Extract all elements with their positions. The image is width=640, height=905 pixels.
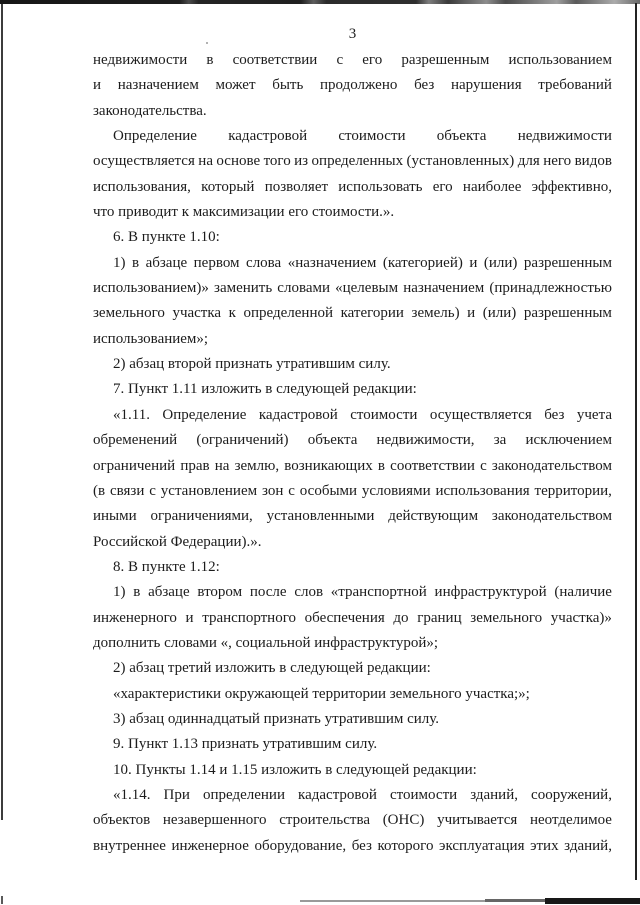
word: слов: [294, 584, 324, 601]
word: кадастровой: [228, 128, 308, 145]
text-line: 3) абзац одиннадцатый признать утратившим силу.: [113, 710, 440, 727]
paragraph: [93, 656, 612, 681]
word: действующим: [388, 508, 479, 525]
word: незавершенного: [162, 812, 267, 829]
paragraph: [93, 48, 612, 124]
scan-left-edge-artifact: [1, 4, 3, 820]
text-line: [93, 175, 612, 200]
text-line: [93, 124, 612, 149]
word: ограничениями,: [150, 508, 253, 525]
word: кадастровой: [298, 786, 377, 803]
word: после: [249, 584, 287, 601]
word: может: [215, 77, 256, 94]
word: учитывается: [437, 812, 518, 829]
word: (или): [482, 305, 517, 322]
word: земельного: [470, 609, 543, 626]
word: транспортного: [202, 609, 296, 626]
text-line: [93, 808, 612, 833]
word: сооружений,: [531, 786, 612, 803]
word: (принадлежностью: [489, 280, 612, 297]
word: в: [206, 52, 214, 68]
word: обеспечения: [304, 609, 385, 626]
word: стоимости: [338, 128, 406, 145]
word: использования,: [93, 178, 191, 195]
word: него: [543, 153, 572, 170]
text-line: [93, 834, 612, 859]
scan-top-edge-artifact: [0, 0, 640, 4]
word: к: [228, 305, 236, 322]
word: «транспортной: [330, 584, 427, 601]
word: осуществляется: [93, 153, 195, 170]
word: и: [467, 305, 476, 322]
word: внутреннее: [93, 837, 166, 854]
word: землю,: [234, 457, 280, 474]
word: нарушения: [450, 77, 522, 94]
paragraph: [93, 377, 612, 402]
text-line: использованием»;: [93, 330, 209, 347]
word: (ОНС): [382, 812, 425, 829]
word: стоимости: [350, 406, 418, 423]
word: для: [517, 153, 540, 170]
paragraph: [93, 580, 612, 656]
text-line: [93, 783, 612, 808]
paragraph: [93, 758, 612, 783]
word: втором: [197, 584, 243, 601]
word: установленными: [266, 508, 375, 525]
word: (установленных): [406, 153, 515, 170]
word: разрешенным: [401, 52, 490, 68]
word: без: [544, 406, 565, 423]
word: которого: [377, 837, 434, 854]
scan-bottom-edge-artifact: [485, 899, 545, 902]
word: «1.11.: [113, 406, 150, 423]
text-line: что приводит к максимизации его стоимости.».: [93, 204, 395, 221]
word: в: [133, 584, 141, 601]
word: использованием)»: [93, 280, 209, 297]
word: строительства: [279, 812, 370, 829]
word: объекта: [436, 128, 487, 145]
word: условиями: [361, 482, 431, 499]
word: недвижимости: [517, 128, 612, 145]
scan-left-edge-tick-artifact: [1, 896, 3, 904]
word: с: [149, 482, 156, 499]
word: категории: [340, 305, 404, 322]
word: определенных: [311, 153, 404, 170]
word: использованием: [508, 52, 612, 68]
text-line: [93, 606, 612, 631]
word: недвижимости: [93, 52, 188, 68]
paragraph: [93, 682, 612, 707]
word: который: [201, 178, 255, 195]
word: основе: [216, 153, 261, 170]
paragraph: [93, 225, 612, 250]
word: зданий,: [470, 786, 518, 803]
word: зданий,: [564, 837, 612, 854]
word: абзаце: [148, 584, 190, 601]
text-line: [93, 403, 612, 428]
word: быть: [272, 77, 304, 94]
word: (ограничений): [196, 432, 289, 449]
word: стоимости: [390, 786, 458, 803]
word: с: [336, 52, 344, 68]
word: участка: [172, 305, 222, 322]
word: инженерное: [171, 837, 249, 854]
word: установлением: [160, 482, 258, 499]
word: законодательством: [491, 457, 612, 474]
word: назначением: [117, 77, 199, 94]
word: с: [480, 457, 487, 474]
text-line: 10. Пункты 1.14 и 1.15 изложить в следующей редакции:: [113, 761, 477, 778]
word: ограничений: [93, 457, 176, 474]
word: разрешенным: [523, 254, 612, 271]
word: определении: [202, 786, 285, 803]
word: в: [377, 457, 385, 474]
word: использования: [435, 482, 530, 499]
word: разрешенным: [523, 305, 612, 322]
word: (категорией): [382, 254, 463, 271]
word: видов: [574, 153, 612, 170]
paragraph: [93, 251, 612, 352]
word: границ: [417, 609, 462, 626]
word: законодательством: [491, 508, 612, 525]
word: зон: [261, 482, 284, 499]
paragraph: [93, 555, 612, 580]
paragraph: [93, 707, 612, 732]
paragraph: [93, 403, 612, 555]
word: возникающих: [284, 457, 373, 474]
word: связи: [109, 482, 145, 499]
word: объектов: [93, 812, 151, 829]
word: (наличие: [554, 584, 612, 601]
word: требований: [538, 77, 612, 94]
text-line: «характеристики окружающей территории земельного участка;»;: [113, 685, 530, 702]
text-line: [93, 454, 612, 479]
word: без: [351, 837, 372, 854]
text-line: дополнить словами «, социальной инфраструктурой»;: [93, 634, 439, 651]
word: неотделимое: [529, 812, 612, 829]
text-line: [93, 276, 612, 301]
word: назначением: [403, 280, 485, 297]
paragraph: [93, 124, 612, 225]
word: При: [163, 786, 190, 803]
word: инженерного: [93, 609, 177, 626]
word: «целевым: [335, 280, 399, 297]
text-line: [93, 580, 612, 605]
word: первом: [193, 254, 240, 271]
word: обременений: [93, 432, 178, 449]
word: его: [362, 52, 383, 68]
word: эффективно,: [531, 178, 612, 195]
paragraph: [93, 783, 612, 859]
page-number: 3: [348, 26, 357, 42]
word: (или): [483, 254, 518, 271]
word: земель): [411, 305, 460, 322]
word: 1): [113, 254, 126, 271]
word: из: [294, 153, 309, 170]
word: эксплуатация: [439, 837, 525, 854]
text-line: [93, 301, 612, 326]
word: с: [288, 482, 295, 499]
word: без: [414, 77, 435, 94]
scan-bottom-edge-artifact: [545, 898, 640, 904]
text-line: Российской Федерации).».: [93, 533, 262, 550]
text-line: [93, 428, 612, 453]
text-line: 6. В пункте 1.10:: [113, 229, 220, 246]
word: на: [198, 153, 213, 170]
word: абзаце: [145, 254, 188, 271]
word: Определение: [162, 406, 247, 423]
word: его: [432, 178, 453, 195]
word: осуществляется: [429, 406, 532, 423]
text-line: 2) абзац второй признать утратившим силу.: [113, 356, 391, 373]
word: 1): [113, 584, 126, 601]
scan-right-edge-artifact: [635, 3, 637, 880]
word: и: [185, 609, 194, 626]
text-line: 2) абзац третий изложить в следующей редакции:: [113, 660, 431, 677]
word: земельного: [93, 305, 165, 322]
word: использовать: [338, 178, 423, 195]
text-line: [93, 479, 612, 504]
word: «1.14.: [113, 786, 151, 803]
text-line: 9. Пункт 1.13 признать утратившим силу.: [113, 736, 378, 753]
word: участка)»: [550, 609, 612, 626]
word: на: [214, 457, 230, 474]
paragraph: [93, 732, 612, 757]
word: Определение: [113, 128, 197, 145]
word: учета: [576, 406, 612, 423]
word: заменить: [214, 280, 273, 297]
text-line: [93, 73, 612, 98]
word: инфраструктурой: [434, 584, 547, 601]
word: определенной: [243, 305, 334, 322]
word: продолжено: [320, 77, 398, 94]
word: того: [263, 153, 291, 170]
word: иными: [93, 508, 137, 525]
word: объекта: [307, 432, 358, 449]
word: за: [493, 432, 507, 449]
text-body: [93, 48, 612, 859]
text-line: [93, 149, 612, 174]
word: кадастровой: [258, 406, 338, 423]
word: соответствии: [390, 457, 475, 474]
word: и: [93, 77, 102, 94]
word: оборудование,: [254, 837, 347, 854]
text-line: 7. Пункт 1.11 изложить в следующей редакции:: [113, 381, 417, 398]
word: позволяет: [264, 178, 329, 195]
word: наиболее: [462, 178, 522, 195]
word: (в: [93, 482, 106, 499]
text-line: законодательства.: [93, 102, 207, 119]
text-line: 8. В пункте 1.12:: [113, 558, 220, 575]
word: и: [469, 254, 478, 271]
paragraph: [93, 352, 612, 377]
word: исключением: [525, 432, 612, 449]
word: до: [393, 609, 409, 626]
word: соответствии: [232, 52, 318, 68]
word: «назначением: [287, 254, 377, 271]
word: территории,: [534, 482, 612, 499]
text-line: [93, 48, 612, 73]
word: прав: [180, 457, 210, 474]
word: в: [132, 254, 140, 271]
scan-bottom-edge-artifact: [300, 900, 485, 902]
text-line: [93, 251, 612, 276]
text-line: [93, 504, 612, 529]
word: слова: [246, 254, 282, 271]
word: этих: [530, 837, 559, 854]
word: словами: [277, 280, 331, 297]
word: особыми: [299, 482, 358, 499]
word: недвижимости,: [376, 432, 475, 449]
